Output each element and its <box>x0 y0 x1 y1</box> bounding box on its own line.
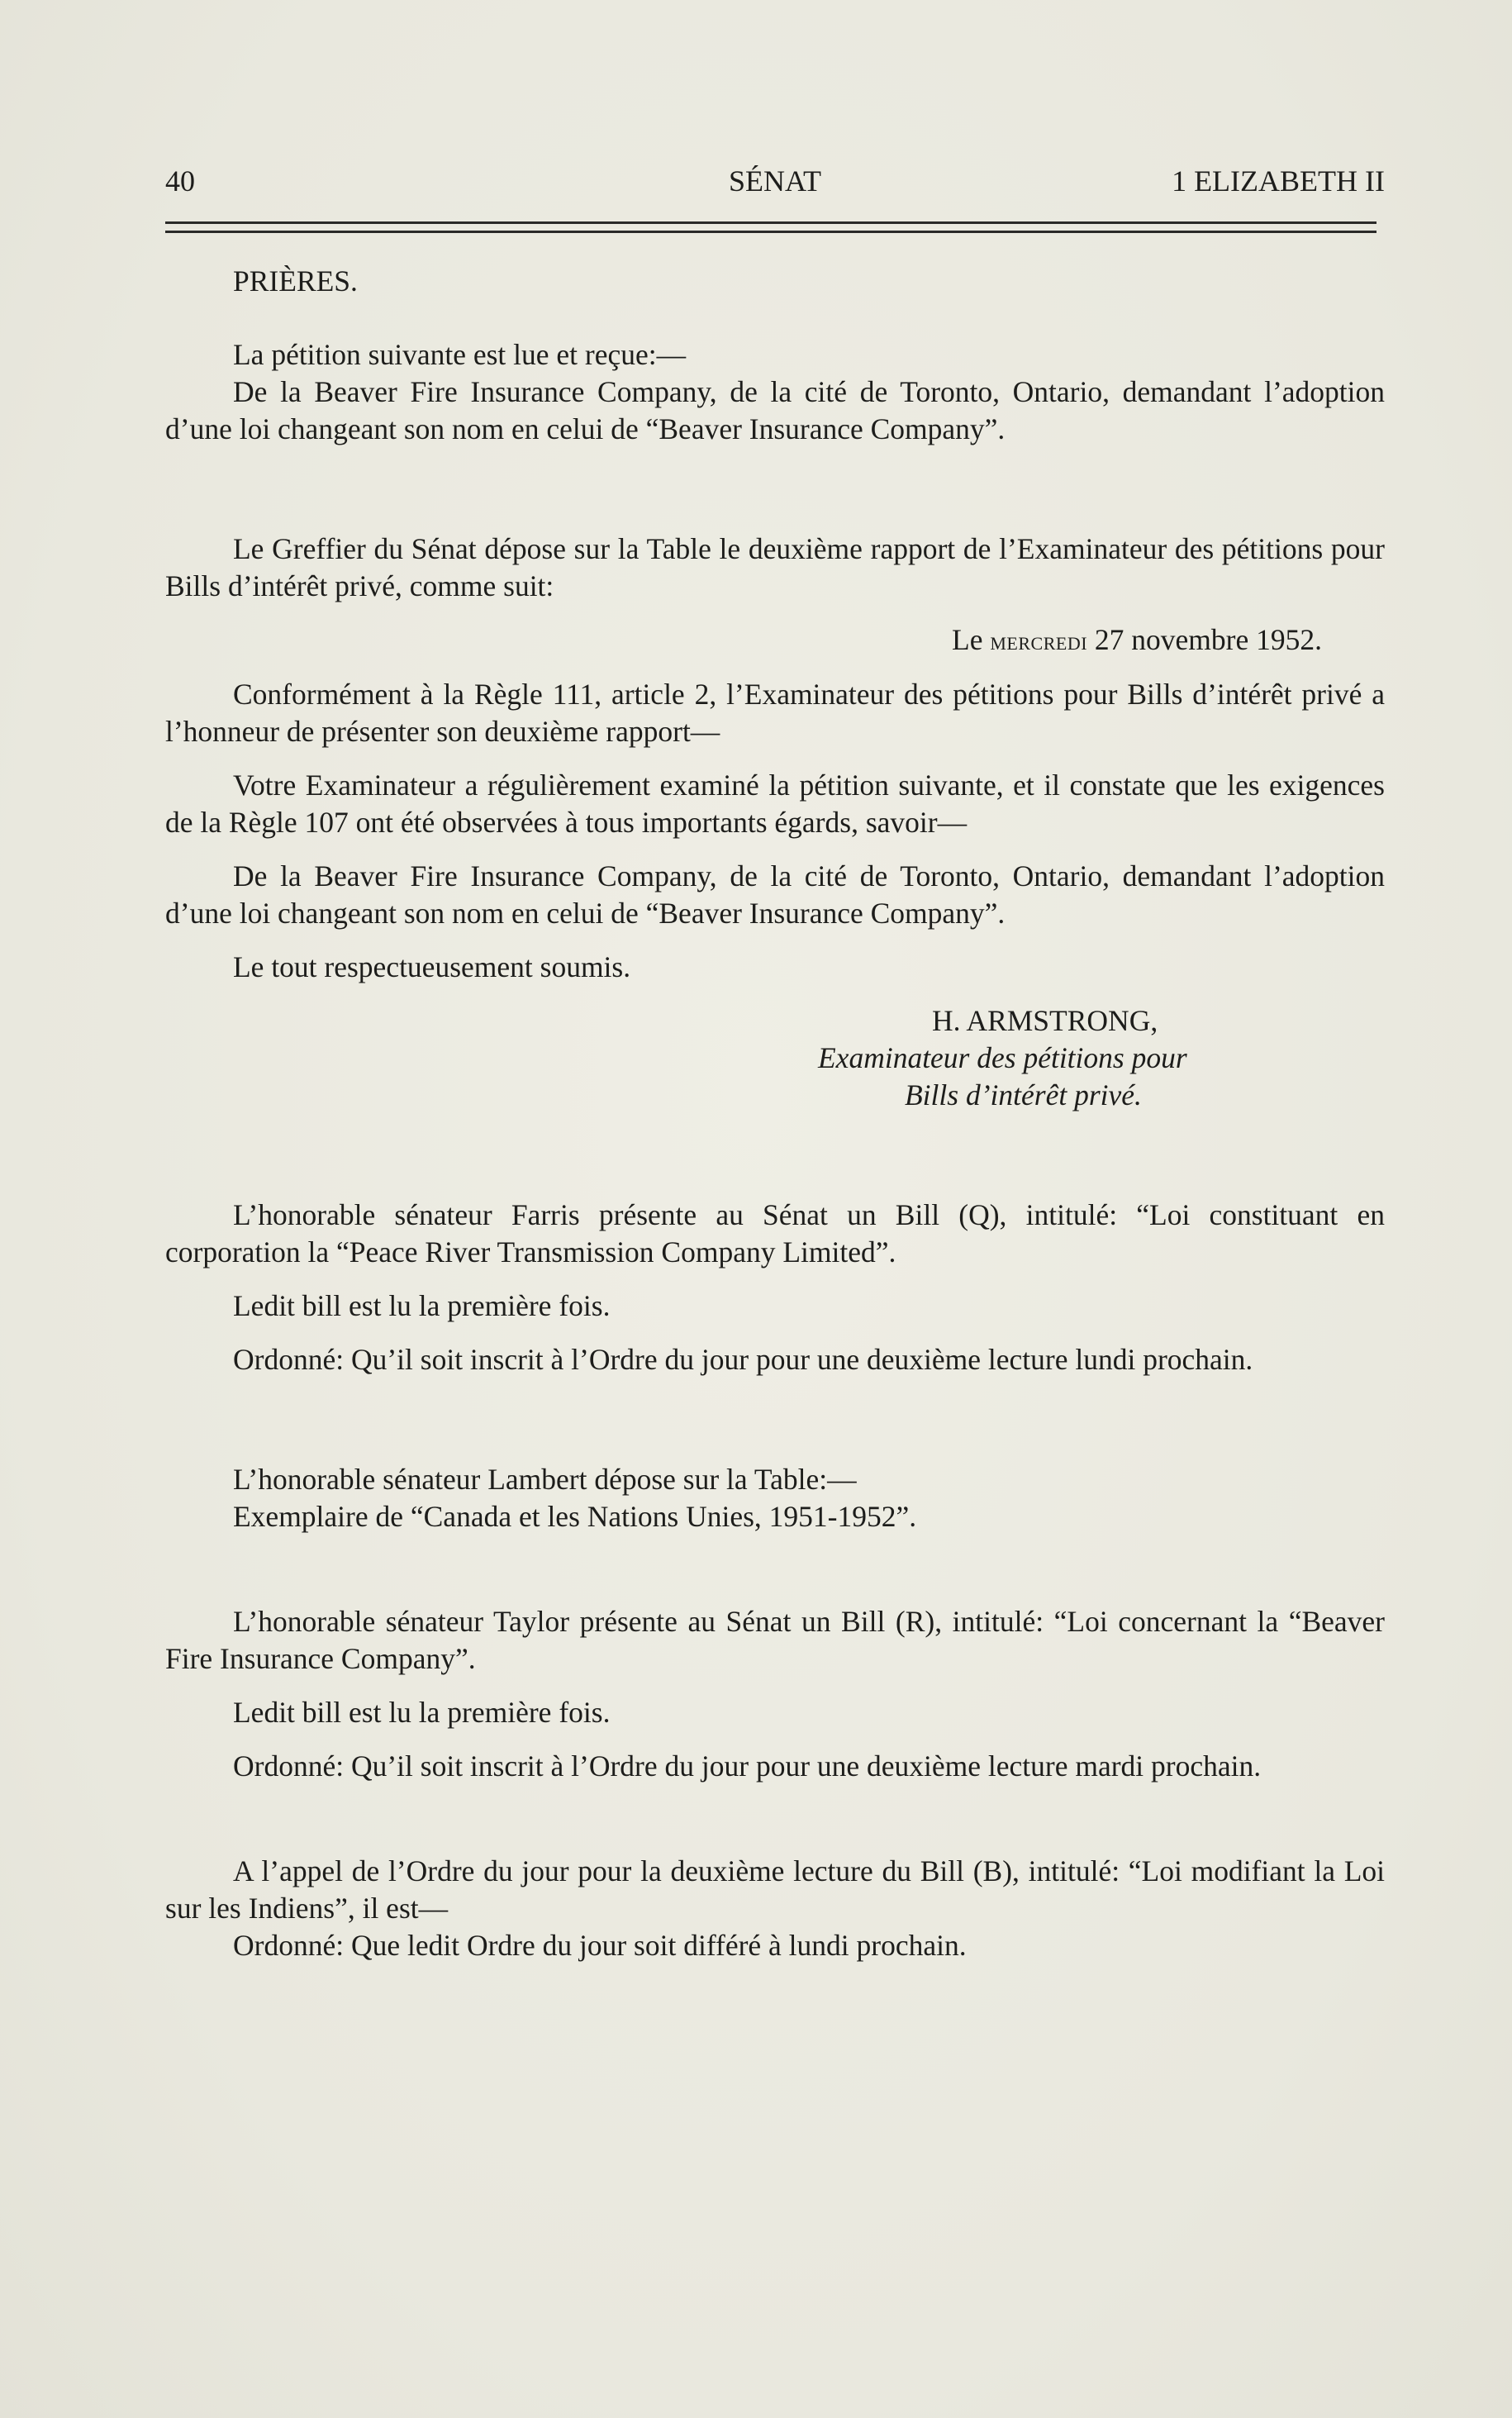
date-weekday: mercredi <box>990 626 1088 655</box>
report-petition: De la Beaver Fire Insurance Company, de la cité de Toronto, Ontario, demandant l’adoption d’une loi changeant son nom en celui de “Beaver Insurance Company”. <box>165 859 1385 930</box>
bill-r-presentation: L’honorable sénateur Taylor présente au Sénat un Bill (R), intitulé: “Loi concernant la “Beaver Fire Insurance Company”. <box>165 1605 1385 1675</box>
bill-b-call: A l’appel de l’Ordre du jour pour la deuxième lecture du Bill (B), intitulé: “Loi modifiant la Loi sur les Indiens”, il est— <box>165 1854 1385 1925</box>
lambert-tabling: L’honorable sénateur Lambert dépose sur la Table:— <box>233 1463 857 1496</box>
report-date <box>165 621 1385 659</box>
bill-r-order: Ordonné: Qu’il soit inscrit à l’Ordre du jour pour une deuxième lecture mardi prochain. <box>233 1749 1262 1783</box>
report-closing: Le tout respectueusement soumis. <box>233 950 631 983</box>
header-title: SÉNAT <box>728 164 821 198</box>
signature-block <box>818 1002 1322 1114</box>
bill-b-order: Ordonné: Que ledit Ordre du jour soit différé à lundi prochain. <box>233 1929 967 1962</box>
clerk-report-intro: Le Greffier du Sénat dépose sur la Table le deuxième rapport de l’Examinateur des pétitions pour Bills d’intérêt privé, comme suit: <box>165 532 1385 602</box>
signature-name: H. ARMSTRONG, <box>932 1004 1158 1037</box>
report-paragraph-2: Votre Examinateur a régulièrement examiné la pétition suivante, et il constate que les exigences de la Règle 107 ont été observées à tous importants égards, savoir— <box>165 769 1385 839</box>
date-prefix: Le <box>952 623 983 656</box>
petition-intro: La pétition suivante est lue et reçue:— <box>233 338 687 371</box>
signature-title-line-1: Examinateur des pétitions pour <box>818 1041 1187 1074</box>
header-rule-bottom <box>165 231 1376 233</box>
bill-q-order: Ordonné: Qu’il soit inscrit à l’Ordre du jour pour une deuxième lecture lundi prochain. <box>233 1343 1253 1376</box>
section-prayers: PRIÈRES. <box>233 264 358 297</box>
petition-text: De la Beaver Fire Insurance Company, de la cité de Toronto, Ontario, demandant l’adoption d’une loi changeant son nom en celui de “Beaver Insurance Company”. <box>165 375 1385 445</box>
date-rest: 27 novembre 1952. <box>1094 623 1322 656</box>
page-number: 40 <box>165 164 195 198</box>
lambert-document: Exemplaire de “Canada et les Nations Unies, 1951-1952”. <box>233 1500 917 1533</box>
signature-title-line-2: Bills d’intérêt privé. <box>905 1078 1142 1111</box>
report-paragraph-1: Conformément à la Règle 111, article 2, l’Examinateur des pétitions pour Bills d’intérêt privé a l’honneur de présenter son deuxième rapport— <box>165 678 1385 748</box>
header-regnal-year: 1 ELIZABETH II <box>1172 164 1385 198</box>
header-rule-top <box>165 221 1376 224</box>
bill-q-presentation: L’honorable sénateur Farris présente au Sénat un Bill (Q), intitulé: “Loi constituant en corporation la “Peace River Transmission Company Limited”. <box>165 1198 1385 1268</box>
page-header <box>165 164 1385 205</box>
bill-r-first-reading: Ledit bill est lu la première fois. <box>233 1696 611 1729</box>
document-body <box>165 263 1385 1964</box>
bill-q-first-reading: Ledit bill est lu la première fois. <box>233 1289 611 1322</box>
